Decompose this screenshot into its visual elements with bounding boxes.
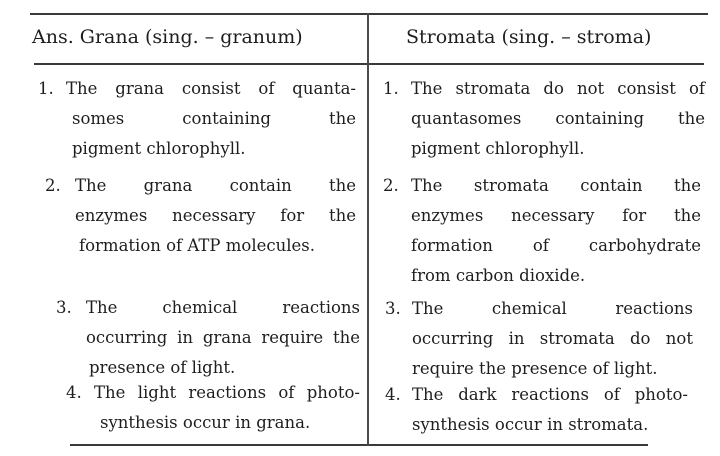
- column-divider: [367, 13, 369, 446]
- header-stromata: Stromata (sing. – stroma): [406, 26, 652, 48]
- stromata-item-3: 3. The chemical reactions occurring in stromata do not require the presence of light.: [385, 299, 693, 378]
- grana-item-4: 4. The light reactions of photo- synthesis occur in grana.: [66, 383, 360, 432]
- table-top-rule: [30, 13, 708, 15]
- grana-item-2: 2. The grana contain the enzymes necessary for the formation of ATP molecules.: [45, 176, 356, 255]
- table-header-rule: [34, 63, 704, 65]
- grana-item-3: 3. The chemical reactions occurring in grana require the presence of light.: [56, 298, 360, 377]
- grana-item-1: 1. The grana consist of quanta- somes containing the pigment chlorophyll.: [38, 79, 356, 158]
- stromata-item-1: 1. The stromata do not consist of quantasomes containing the pigment chlorophyll.: [383, 79, 705, 158]
- stromata-item-2: 2. The stromata contain the enzymes necessary for the formation of carbohydrate from carbon dioxide.: [383, 176, 701, 285]
- table-bottom-rule: [70, 444, 648, 446]
- header-grana: Ans. Grana (sing. – granum): [32, 26, 303, 48]
- stromata-item-4: 4. The dark reactions of photo- synthesis occur in stromata.: [385, 385, 688, 434]
